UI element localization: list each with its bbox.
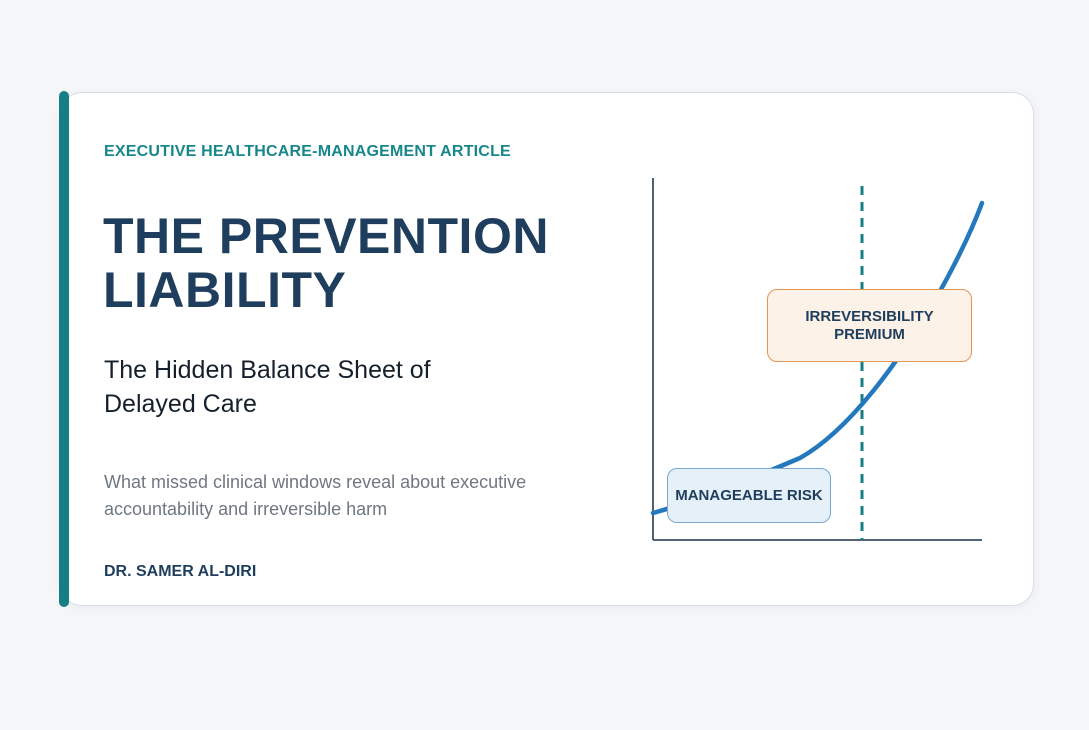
accent-bar <box>59 91 69 607</box>
irreversibility-premium-text: IRREVERSIBILITY PREMIUM <box>805 307 934 343</box>
article-category: EXECUTIVE HEALTHCARE-MANAGEMENT ARTICLE <box>104 143 511 160</box>
article-subtitle: The Hidden Balance Sheet of Delayed Care <box>104 356 431 418</box>
manageable-risk-text: MANAGEABLE RISK <box>675 486 823 504</box>
irreversibility-premium-label <box>767 289 972 362</box>
manageable-risk-label <box>667 468 831 523</box>
article-title: THE PREVENTION LIABILITY <box>103 208 549 318</box>
article-description: What missed clinical windows reveal about executive accountability and irreversible harm <box>104 472 527 519</box>
article-author: DR. SAMER AL-DIRI <box>104 563 257 580</box>
